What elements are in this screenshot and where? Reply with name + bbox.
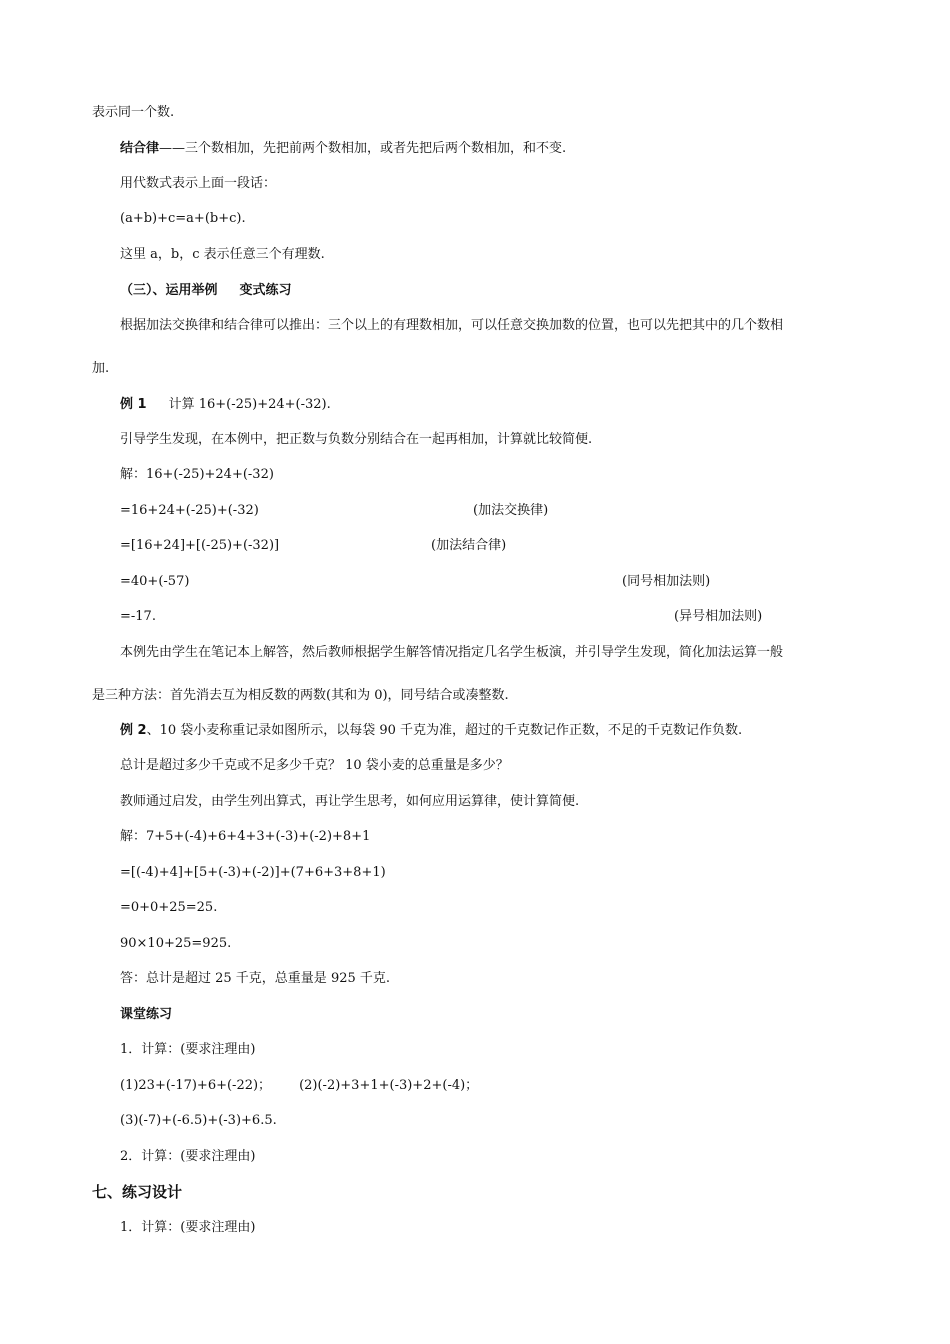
exercise-line [120, 1041, 255, 1059]
exercise-item: (2)(-2)+3+1+(-3)+2+(-4)； [299, 1078, 479, 1093]
text-line [92, 104, 174, 122]
formula-line [120, 828, 370, 846]
text-span: ——三个数相加，先把前两个数相加，或者先把后两个数相加，和不变. [159, 141, 567, 156]
example-label: 例 1 [120, 397, 147, 412]
chapter-heading: 七、练习设计 [92, 1183, 183, 1201]
text-span: 是三种方法：首先消去互为相反数的两数(其和为 0)，同号结合或凑整数. [92, 688, 509, 703]
text-line [120, 317, 783, 335]
text-span: 答：总计是超过 25 千克，总重量是 925 千克. [120, 971, 391, 986]
formula-line [120, 210, 246, 228]
section-title: （三）、运用举例 [120, 283, 218, 298]
reason-label: (加法交换律) [473, 503, 549, 518]
example-label: 例 2 [120, 723, 147, 738]
exercise-line [120, 1148, 255, 1166]
text-span: 1．计算：(要求注理由) [120, 1042, 256, 1057]
text-line [120, 793, 579, 811]
example-line [120, 396, 331, 414]
text-span: 1．计算：(要求注理由) [120, 1220, 256, 1235]
section-heading [120, 282, 292, 300]
formula-line [120, 466, 274, 484]
text-line [92, 360, 109, 378]
formula: =16+24+(-25)+(-32) [120, 503, 259, 518]
example-line [120, 722, 742, 740]
reason-label: (异号相加法则) [674, 609, 763, 624]
text-line [92, 687, 509, 705]
formula: =-17. [120, 609, 156, 624]
exercise-item: (3)(-7)+(-6.5)+(-3)+6.5. [120, 1113, 277, 1128]
answer-line [120, 970, 390, 988]
exercise-line [120, 1077, 478, 1095]
formula-line [120, 608, 156, 626]
formula-line [120, 573, 189, 591]
text-span: 表示同一个数. [92, 105, 175, 120]
text-span: 教师通过启发，由学生列出算式，再让学生思考，如何应用运算律，使计算简便. [120, 794, 580, 809]
reason-label: (同号相加法则) [622, 574, 711, 589]
text-line [120, 757, 509, 775]
text-span: 2．计算：(要求注理由) [120, 1149, 256, 1164]
text-span: 、10 袋小麦称重记录如图所示，以每袋 90 千克为准，超过的千克数记作正数，不足的千克数记作负数. [146, 723, 743, 738]
subsection-heading [120, 1006, 172, 1024]
text-line [120, 140, 566, 158]
formula: =[(-4)+4]+[5+(-3)+(-2)]+(7+6+3+8+1) [120, 865, 386, 880]
reason-label: (加法结合律) [431, 538, 507, 553]
exercise-item: (1)23+(-17)+6+(-22)； [120, 1078, 272, 1093]
formula: 解：16+(-25)+24+(-32) [120, 467, 274, 482]
text-line [120, 431, 592, 449]
formula: 90×10+25=925. [120, 936, 232, 951]
text-span: 根据加法交换律和结合律可以推出：三个以上的有理数相加，可以任意交换加数的位置，也可以先把其中的几个数相 [120, 318, 784, 333]
formula: =40+(-57) [120, 574, 190, 589]
exercise-line [120, 1112, 277, 1130]
formula-line [120, 537, 279, 555]
text-span: 加. [92, 361, 110, 376]
bold-term: 结合律 [120, 141, 160, 156]
formula-line [120, 864, 386, 882]
formula-line [120, 899, 217, 917]
formula-line [120, 502, 259, 520]
formula: (a+b)+c=a+(b+c). [120, 211, 246, 226]
formula-line [120, 935, 231, 953]
subsection-title: 课堂练习 [120, 1007, 173, 1022]
formula: 解：7+5+(-4)+6+4+3+(-3)+(-2)+8+1 [120, 829, 371, 844]
text-line [120, 175, 276, 193]
text-span: 本例先由学生在笔记本上解答，然后教师根据学生解答情况指定几名学生板演，并引导学生发现，简化加法运算一般 [120, 645, 784, 660]
text-line [120, 644, 783, 662]
text-span: 用代数式表示上面一段话： [120, 176, 277, 191]
formula: =0+0+25=25. [120, 900, 218, 915]
section-subtitle: 变式练习 [239, 283, 292, 298]
text-span: 计算 16+(-25)+24+(-32). [168, 397, 331, 412]
text-line [120, 246, 325, 264]
text-span: 引导学生发现，在本例中，把正数与负数分别结合在一起再相加，计算就比较简便. [120, 432, 593, 447]
exercise-line [120, 1219, 255, 1237]
text-span: 总计是超过多少千克或不足多少千克？ 10 袋小麦的总重量是多少？ [120, 758, 509, 773]
formula: =[16+24]+[(-25)+(-32)] [120, 538, 280, 553]
text-span: 这里 a，b，c 表示任意三个有理数. [120, 247, 325, 262]
